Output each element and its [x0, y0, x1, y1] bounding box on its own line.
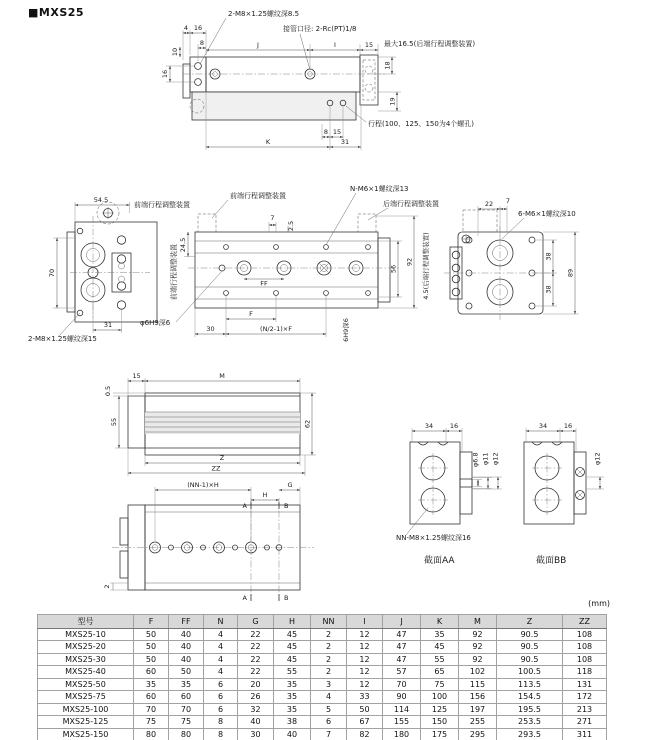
dim-55: 55 [110, 417, 118, 427]
note-port: 接管口径: 2-Rc(PT)1/8 [283, 25, 357, 33]
table-cell: 40 [169, 653, 204, 666]
table-cell: 8 [204, 728, 238, 740]
table-cell: 195.5 [497, 703, 563, 716]
table-cell: 4 [204, 628, 238, 641]
note-rear-adjuster: 后端行程调整装置 [383, 200, 439, 208]
table-cell: 311 [563, 728, 607, 740]
table-cell: 40 [169, 628, 204, 641]
note-front-adjuster-vertical: 前端行程调整装置 [170, 244, 178, 300]
table-cell: 45 [274, 653, 311, 666]
table-cell: 6 [204, 691, 238, 704]
dim-38-upper: 38 [544, 252, 553, 261]
table-cell: 70 [134, 703, 169, 716]
dim-10: 10 [171, 47, 179, 57]
column-header: I [347, 615, 383, 629]
table-cell: 65 [421, 666, 459, 679]
dim-n2-1xF: (N/2-1)×F [260, 325, 292, 333]
dim-F: F [249, 310, 253, 318]
table-cell: 50 [134, 628, 169, 641]
table-cell: 12 [347, 653, 383, 666]
dim-16-aa: 16 [449, 422, 459, 430]
table-cell: 50 [347, 703, 383, 716]
table-cell: 108 [563, 653, 607, 666]
table-cell: 100.5 [497, 666, 563, 679]
note-front-adjuster-plan: 前端行程调整装置 [230, 192, 286, 200]
note-nn-m8: NN-M8×1.25螺纹深16 [396, 534, 471, 542]
table-cell: 22 [238, 666, 274, 679]
dim-16-left: 16 [161, 69, 169, 79]
table-cell: 90.5 [497, 653, 563, 666]
table-cell: 35 [169, 678, 204, 691]
note-6-m6: 6-M6×1螺纹深10 [518, 210, 576, 218]
table-row [38, 653, 607, 666]
dim-54-5: 54.5 [93, 196, 109, 204]
dim-2-5: 2.5 [287, 220, 295, 232]
table-cell: 295 [459, 728, 497, 740]
table-cell: 197 [459, 703, 497, 716]
section-aa-caption: 截面AA [424, 556, 455, 566]
note-dowel-hole: φ6H9深6 [140, 319, 171, 327]
column-header: M [459, 615, 497, 629]
table-cell: 90.5 [497, 628, 563, 641]
column-header: ZZ [563, 615, 607, 629]
table-cell: 90 [383, 691, 421, 704]
table-cell: 118 [563, 666, 607, 679]
table-cell: 50 [134, 653, 169, 666]
table-cell: 90.5 [497, 641, 563, 654]
dim-4-5-rear: 4.5(后端行程调整装置) [422, 232, 430, 300]
dim-FF: FF [260, 279, 268, 288]
table-cell: 32 [238, 703, 274, 716]
column-header: H [274, 615, 311, 629]
dim-7-end: 7 [505, 197, 511, 205]
table-cell: 35 [274, 691, 311, 704]
table-cell: 155 [383, 716, 421, 729]
note-thread-m8: 2-M8×1.25螺纹深8.5 [228, 10, 300, 18]
table-cell: 45 [421, 641, 459, 654]
note-front-adjuster: 前端行程调整装置 [134, 201, 190, 209]
table-cell: 6 [204, 678, 238, 691]
section-b-label-top: B [284, 502, 289, 510]
column-header: Z [497, 615, 563, 629]
table-row [38, 641, 607, 654]
table-cell: 154.5 [497, 691, 563, 704]
section-bb-caption: 截面BB [536, 556, 567, 566]
table-cell: 6 [204, 703, 238, 716]
dim-H: H [262, 491, 268, 499]
dimensions-table [37, 614, 607, 740]
dim-62: 62 [303, 419, 312, 429]
table-cell: 22 [238, 628, 274, 641]
section-a-label-bottom: A [242, 594, 247, 602]
dim-16-bb: 16 [563, 422, 573, 430]
note-stroke-holes: 行程(100、125、150为4个螺孔) [368, 120, 474, 128]
table-cell: 40 [274, 728, 311, 740]
table-cell: 22 [238, 653, 274, 666]
table-cell: 92 [459, 653, 497, 666]
table-cell: 20 [238, 678, 274, 691]
table-cell: 45 [274, 628, 311, 641]
table-cell: 75 [169, 716, 204, 729]
table-cell: MXS25-100 [38, 703, 134, 716]
dim-15-top: 15 [364, 41, 374, 49]
dim-7-plan: 7 [270, 214, 275, 222]
column-header: G [238, 615, 274, 629]
section-aa-drawing [396, 422, 502, 566]
table-row [38, 728, 607, 740]
column-header: 型号 [38, 615, 134, 629]
dim-phi-12-bb: φ12 [593, 452, 602, 465]
table-cell: 45 [274, 641, 311, 654]
dim-I: I [334, 41, 336, 49]
table-cell: 12 [347, 678, 383, 691]
table-cell: 175 [421, 728, 459, 740]
table-cell: 7 [311, 728, 347, 740]
table-cell: 75 [134, 716, 169, 729]
column-header: N [204, 615, 238, 629]
table-cell: 271 [563, 716, 607, 729]
dim-24-5: 24.5 [179, 237, 187, 253]
table-cell: 253.5 [497, 716, 563, 729]
table-cell: 2 [311, 628, 347, 641]
table-row [38, 678, 607, 691]
table-cell: 108 [563, 628, 607, 641]
section-bb-drawing [524, 422, 604, 566]
top-view-drawing [161, 9, 475, 150]
table-cell: 55 [274, 666, 311, 679]
table-cell: 108 [563, 641, 607, 654]
table-cell: 30 [238, 728, 274, 740]
table-cell: 12 [347, 628, 383, 641]
table-cell: 22 [238, 641, 274, 654]
table-cell: 3 [311, 678, 347, 691]
column-header: NN [311, 615, 347, 629]
dim-phi-12-aa: φ12 [491, 452, 500, 465]
table-cell: 80 [169, 728, 204, 740]
table-cell: 213 [563, 703, 607, 716]
table-cell: 2 [311, 653, 347, 666]
page-title: ■MXS25 [28, 6, 85, 19]
table-cell: 92 [459, 641, 497, 654]
table-cell: 82 [347, 728, 383, 740]
side-view-drawing [104, 372, 316, 476]
table-row [38, 716, 607, 729]
dim-31-front: 31 [103, 321, 113, 329]
table-cell: MXS25-50 [38, 678, 134, 691]
table-cell: 5 [311, 703, 347, 716]
table-cell: MXS25-150 [38, 728, 134, 740]
dim-K: K [265, 138, 271, 146]
table-cell: MXS25-125 [38, 716, 134, 729]
section-b-label-bottom: B [284, 594, 289, 602]
dimensions-table-wrap [37, 614, 607, 740]
dim-18: 18 [383, 61, 392, 70]
table-cell: 4 [311, 691, 347, 704]
table-cell: 180 [383, 728, 421, 740]
dim-15-bottom: 15 [332, 128, 342, 136]
table-cell: 67 [347, 716, 383, 729]
dim-4: 4 [183, 24, 189, 32]
table-cell: 57 [383, 666, 421, 679]
table-row [38, 666, 607, 679]
table-cell: 172 [563, 691, 607, 704]
table-cell: MXS25-20 [38, 641, 134, 654]
note-thread-n-m6: N-M6×1螺纹深13 [350, 185, 409, 193]
table-cell: 26 [238, 691, 274, 704]
dim-16-top: 16 [193, 24, 203, 32]
table-cell: 4 [204, 666, 238, 679]
table-cell: 12 [347, 666, 383, 679]
table-cell: 70 [169, 703, 204, 716]
dim-70: 70 [48, 268, 56, 278]
table-cell: 4 [204, 641, 238, 654]
table-row [38, 628, 607, 641]
dim-92: 92 [405, 257, 414, 267]
dim-56: 56 [389, 264, 398, 274]
table-header-row [38, 615, 607, 629]
table-cell: 115 [459, 678, 497, 691]
table-cell: 6 [311, 716, 347, 729]
dim-J: J [257, 41, 259, 49]
table-cell: 80 [134, 728, 169, 740]
dim-M: M [219, 372, 225, 380]
table-cell: 114 [383, 703, 421, 716]
table-cell: 38 [274, 716, 311, 729]
dim-34-bb: 34 [538, 422, 548, 430]
note-thread-m8-front: 2-M8×1.25螺纹深15 [28, 335, 97, 343]
dim-30: 30 [206, 325, 215, 333]
dim-phi-6-8: φ6.8 [471, 452, 480, 467]
dim-8-bottom: 8 [323, 128, 329, 136]
table-cell: 2 [311, 641, 347, 654]
table-body [38, 628, 607, 740]
table-header [38, 615, 607, 629]
table-cell: 102 [459, 666, 497, 679]
table-cell: 40 [238, 716, 274, 729]
table-cell: 125 [421, 703, 459, 716]
end-view-drawing [444, 197, 579, 320]
dim-38-lower: 38 [544, 285, 553, 294]
table-cell: 156 [459, 691, 497, 704]
table-cell: MXS25-75 [38, 691, 134, 704]
column-header: J [383, 615, 421, 629]
table-cell: 255 [459, 716, 497, 729]
table-cell: 35 [274, 703, 311, 716]
dim-19: 19 [388, 97, 397, 106]
table-cell: 100 [421, 691, 459, 704]
table-cell: 47 [383, 653, 421, 666]
table-cell: 60 [134, 691, 169, 704]
table-cell: 60 [169, 691, 204, 704]
table-cell: 40 [169, 641, 204, 654]
table-cell: 8 [204, 716, 238, 729]
table-cell: 75 [421, 678, 459, 691]
table-cell: 50 [169, 666, 204, 679]
table-cell: 50 [134, 641, 169, 654]
table-cell: MXS25-40 [38, 666, 134, 679]
dim-phi-11: φ11 [481, 452, 490, 465]
table-cell: 55 [421, 653, 459, 666]
section-a-label-top: A [242, 502, 247, 510]
table-cell: 113.5 [497, 678, 563, 691]
table-cell: 35 [274, 678, 311, 691]
table-row [38, 691, 607, 704]
table-cell: 35 [421, 628, 459, 641]
dim-2: 2 [103, 584, 111, 589]
dim-nn-1xH: (NN-1)×H [187, 481, 219, 489]
dim-22: 22 [484, 200, 494, 208]
table-cell: 60 [134, 666, 169, 679]
column-header: FF [169, 615, 204, 629]
dim-31-top: 31 [340, 138, 350, 146]
table-cell: 12 [347, 641, 383, 654]
table-row [38, 703, 607, 716]
table-cell: 293.5 [497, 728, 563, 740]
column-header: F [134, 615, 169, 629]
units-label: (mm) [588, 599, 610, 608]
table-cell: 47 [383, 641, 421, 654]
table-cell: MXS25-30 [38, 653, 134, 666]
dim-15-side: 15 [132, 372, 141, 380]
note-max-adjuster: 最大16.5(后端行程调整装置) [384, 40, 476, 48]
table-cell: 150 [421, 716, 459, 729]
dim-ZZ: ZZ [211, 464, 221, 473]
table-cell: 2 [311, 666, 347, 679]
table-cell: 92 [459, 628, 497, 641]
dim-G: G [287, 481, 293, 489]
dim-34-aa: 34 [424, 422, 434, 430]
note-dowel-hole-vertical: 6H9深6 [342, 318, 350, 342]
table-cell: 35 [134, 678, 169, 691]
table-cell: 131 [563, 678, 607, 691]
table-cell: 33 [347, 691, 383, 704]
table-cell: 70 [383, 678, 421, 691]
table-cell: 4 [204, 653, 238, 666]
dim-0-5: 0.5 [104, 385, 112, 397]
bottom-view-drawing [103, 481, 314, 602]
dim-89: 89 [566, 268, 575, 278]
dim-Z: Z [219, 454, 225, 462]
table-cell: 47 [383, 628, 421, 641]
table-cell: MXS25-10 [38, 628, 134, 641]
column-header: K [421, 615, 459, 629]
dim-8-top: 8 [199, 39, 205, 47]
